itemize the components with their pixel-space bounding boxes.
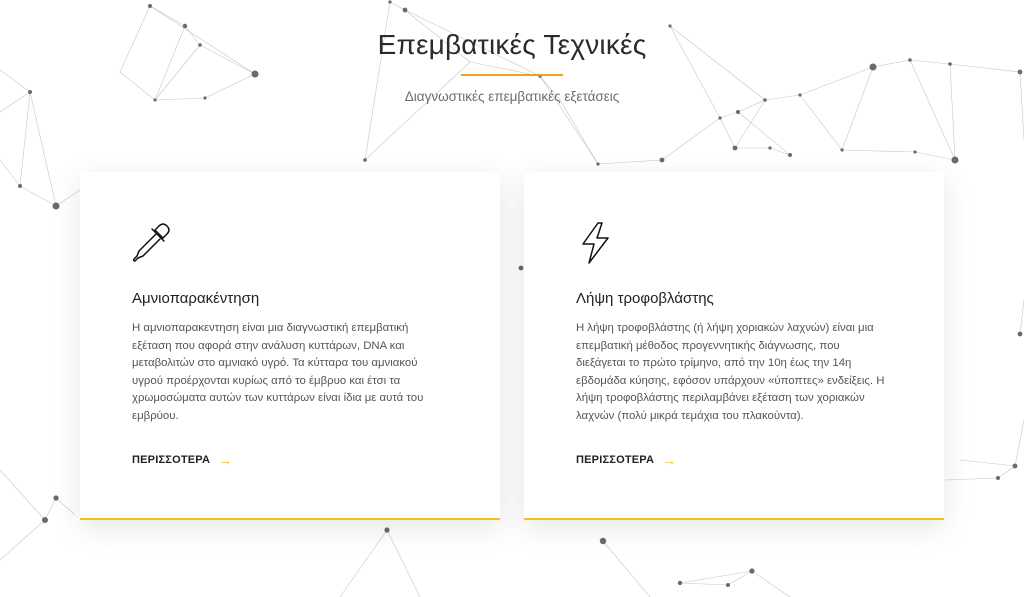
card-chorionic-villus-sampling — [524, 172, 944, 520]
arrow-right-icon: → — [218, 452, 233, 468]
more-link[interactable] — [132, 452, 232, 468]
section-header — [0, 26, 1024, 104]
pipette-icon — [130, 220, 172, 266]
card-title: Αμνιοπαρακέντηση — [132, 290, 260, 307]
section-subtitle: Διαγνωστικές επεμβατικές εξετάσεις — [404, 89, 620, 104]
more-link-label: ΠΕΡΙΣΣΟΤΕΡΑ — [576, 454, 655, 466]
lightning-icon — [574, 220, 616, 266]
card-title: Λήψη τροφοβλάστης — [576, 290, 714, 307]
more-link-label: ΠΕΡΙΣΣΟΤΕΡΑ — [132, 454, 211, 466]
more-link[interactable] — [576, 452, 676, 468]
arrow-right-icon: → — [662, 452, 677, 468]
title-underline — [461, 74, 563, 76]
card-amniocentesis — [80, 172, 500, 520]
card-text: Η λήψη τροφοβλάστης (ή λήψη χοριακών λαχνών) είναι μια επεμβατική μέθοδος προγεννητικής διάγνωσης, που διεξάγεται το πρώτο τρίμηνο, από την 10η έως την 14η εβδομάδα κύησης, εφόσον υπάρχουν «ύποπτες» ενδείξεις. Η λήψη τροφοβλάστης περιλαμβάνει εξέταση των χοριακών λαχνών (πολύ μικρά τεμάχια του πλακούντα). — [576, 322, 885, 422]
section-title: Επεμβατικές Τεχνικές — [377, 29, 647, 60]
card-text: Η αμνιοπαρακεντηση είναι μια διαγνωστική επεμβατική εξέταση που αφορά στην ανάλυση κυττάρων, DNA και μεταβολιτών στο αμνιακό υγρό. Τα κύτταρα του αμνιακού υγρού προέρχονται κυρίως από το έμβρυο και έτσι τα χρωμοσώματα αυτών των κυττάρων είναι ίδια με αυτά του εμβρύου. — [132, 322, 424, 422]
